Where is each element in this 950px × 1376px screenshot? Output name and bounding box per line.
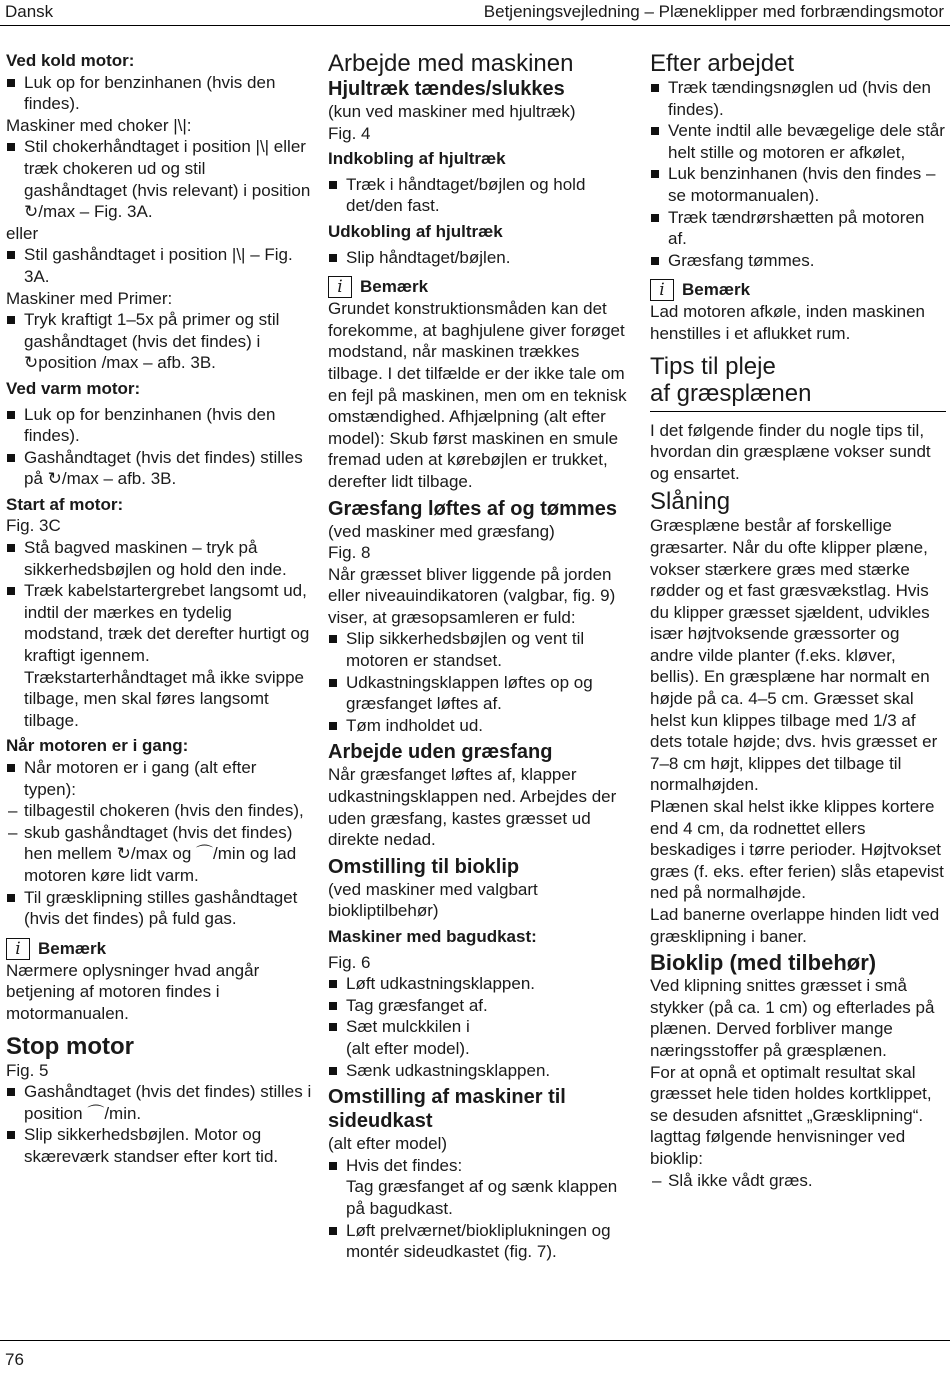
list-item: Stil gashåndtaget i position |\| – Fig. 3A.: [6, 244, 312, 287]
list-item: Tøm indholdet ud.: [328, 715, 628, 737]
mow-p1: Græsplæne består af forskellige græsarter. Når du ofte klipper plæne, vokser stærkere græs med stærke rødder og et fast græsvækstlag. Hvis du klipper græsset sjældent, udvikles især højtvoksende græssorter og andre vilde planter (f.eks. kløver, bellis). En græsplæne har normalt en højde på ca. 4–5 cm. Græsset skal helst kun klippes tilbage med 1/3 af dets totale højde; dvs. hvis græsset er 7–8 cm højt, klippes det tilbage til normalhøjden.: [650, 516, 938, 795]
list-item: Stå bagved maskinen – tryk på sikkerhedsbøjlen og hold den inde.: [6, 537, 312, 580]
note-label: Bemærk: [360, 277, 429, 297]
list-item: Tryk kraftigt 1–5x på primer og stil gashåndtaget (hvis det findes) i ↻position /max – afb. 3B.: [6, 309, 312, 374]
bio-dash-list: [650, 1170, 946, 1192]
cold-engine-heading: Ved kold motor:: [6, 51, 135, 70]
catcher-list: [328, 628, 628, 736]
start-heading: Start af motor:: [6, 494, 124, 514]
primer-list: [6, 309, 312, 374]
note-box: [6, 938, 312, 960]
footer-rule: [0, 1340, 950, 1341]
or-text: eller: [6, 223, 39, 243]
note-text: Grundet konstruktionsmåden kan det forekomme, at baghjulene giver forøget modstand, når maskinen trækkes tilbage. I det tilfælde er der ikke tale om en fejl på maskinen, men om en teknisk omstændighed. Afhjælpning (alt efter model): Skub først maskinen en smule fremad uden at kørebøjlen er trukket, derefter lidt tilbage.: [328, 299, 627, 491]
after-list: [650, 77, 946, 271]
mow-heading: Slåning: [650, 488, 731, 516]
list-item: Løft udkastningsklappen.: [328, 973, 628, 995]
info-icon: i: [650, 279, 674, 301]
start-fig: Fig. 3C: [6, 516, 61, 536]
choke-list-2: [6, 244, 312, 287]
catcher-text: Når græsset bliver liggende på jorden eller niveauindikatoren (valgbar, fig. 9) viser, at græsopsamleren er fuld:: [328, 564, 616, 627]
side-b1b-text: Tag græsfanget af og sænk klappen på bagudkast.: [346, 1177, 618, 1218]
engage-list: [328, 174, 628, 217]
note-label: Bemærk: [38, 938, 107, 958]
column-2: [328, 50, 628, 1263]
warm-engine-heading: Ved varm motor:: [6, 378, 141, 398]
list-item: Udkastningsklappen løftes op og græsfanget løftes af.: [328, 672, 628, 715]
list-item: Træk tændrørshætten på motoren af.: [650, 207, 946, 250]
header-language: Dansk: [5, 2, 54, 21]
engage-heading: Indkobling af hjultræk: [328, 149, 506, 169]
dash-item: – tilbagestil chokeren (hvis den findes),: [6, 800, 312, 822]
running-heading: Når motoren er i gang:: [6, 736, 189, 756]
choke-list: [6, 136, 312, 222]
list-item: Til græsklipning stilles gashåndtaget (hvis det findes) på fuld gas.: [6, 887, 312, 930]
list-item: Luk op for benzinhanen (hvis den findes).: [6, 404, 312, 447]
rear-b3b-text: (alt efter model).: [346, 1038, 470, 1058]
drive-sub: (kun ved maskiner med hjultræk): [328, 102, 576, 121]
bio-heading: Bioklip (med tilbehør): [650, 950, 877, 976]
warm-engine-list: [6, 404, 312, 490]
tips-heading: [650, 353, 946, 412]
start-list: [6, 537, 312, 731]
rear-list: [328, 973, 628, 1081]
side-heading: Omstilling af maskiner til sideudkast: [328, 1086, 566, 1133]
list-item: [6, 757, 312, 887]
note-box: [328, 276, 628, 298]
work-heading: Arbejde med maskinen: [328, 50, 574, 77]
list-item: Luk benzinhanen (hvis den findes – se motormanualen).: [650, 163, 946, 206]
catcher-fig: Fig. 8: [328, 543, 371, 563]
mulch-heading: Omstilling til bioklip: [328, 855, 520, 878]
list-item: Græsfang tømmes.: [650, 250, 946, 272]
running-dash-list: [6, 800, 312, 886]
note-text: Nærmere oplysninger hvad angår betjening af motoren findes i motormanualen.: [6, 960, 260, 1023]
list-item: Træk i håndtaget/bøjlen og hold det/den fast.: [328, 174, 628, 217]
drive-heading: Hjultræk tændes/slukkes: [328, 78, 565, 100]
list-item: Træk tændingsnøglen ud (hvis den findes).: [650, 77, 946, 120]
stop-fig: Fig. 5: [6, 1060, 49, 1080]
nocatcher-text: Når græsfanget løftes af, klapper udkastningsklappen ned. Arbejdes der uden græsfang, kastes græsset ud direkte nedad.: [328, 765, 617, 850]
mow-p3: Lad banerne overlappe hinden lidt ved græsklipning i baner.: [650, 905, 940, 946]
note-label: Bemærk: [682, 280, 751, 300]
list-item: Løft prelværnet/biokliplukningen og montér sideudkastet (fig. 7).: [328, 1220, 628, 1263]
nocatcher-heading: Arbejde uden græsfang: [328, 741, 553, 764]
choke-intro: Maskiner med choker |\|:: [6, 115, 192, 135]
info-icon: i: [6, 938, 30, 960]
tips-heading-line-1: Tips til pleje: [650, 352, 776, 380]
catcher-sub: (ved maskiner med græsfang): [328, 521, 555, 541]
list-item: Stil chokerhåndtaget i position |\| eller træk chokeren ud og stil gashåndtaget (hvis relevant) i position ↻/max – Fig. 3A.: [6, 136, 312, 222]
page-header: [0, 0, 950, 26]
list-item: Slip sikkerhedsbøjlen og vent til motoren er standset.: [328, 628, 628, 671]
list-item: Vente indtil alle bevægelige dele står helt stille og motoren er afkølet,: [650, 120, 946, 163]
header-doc-title: Betjeningsvejledning – Plæneklipper med forbrændingsmotor: [483, 2, 944, 21]
rear-fig: Fig. 6: [328, 952, 371, 972]
dash-item: – Slå ikke vådt græs.: [650, 1170, 946, 1192]
tips-heading-line-2: af græsplænen: [650, 379, 812, 407]
dash-item: – skub gashåndtaget (hvis det findes) hen mellem ↻/max og ⌒/min og lad motoren køre lidt varm.: [6, 822, 312, 887]
drive-fig: Fig. 4: [328, 123, 371, 143]
disengage-heading: Udkobling af hjultræk: [328, 221, 503, 241]
info-icon: i: [328, 276, 352, 298]
primer-intro: Maskiner med Primer:: [6, 288, 173, 308]
column-1: [6, 50, 312, 1168]
column-3: [650, 50, 946, 1191]
side-list: [328, 1155, 628, 1263]
list-item: Træk kabelstartergrebet langsomt ud, indtil der mærkes en tydelig modstand, træk det derefter hurtigt og kraftigt igennem. Trækstarterhåndtaget må ikke svippe tilbage, men skal føres langsomt tilbage.: [6, 580, 312, 731]
side-b1-text: Hvis det findes:: [346, 1155, 463, 1175]
list-item: Slip håndtaget/bøjlen.: [328, 247, 628, 269]
stop-heading: Stop motor: [6, 1032, 134, 1060]
rear-heading: Maskiner med bagudkast:: [328, 927, 537, 946]
rear-b3-text: Sæt mulckkilen i: [346, 1017, 470, 1037]
bio-p2: For at opnå et optimalt resultat skal græsset hele tiden holdes kortklippet, se desuden afsnittet „Græsklipning“. lagttag følgende henvisninger ved bioklip:: [650, 1062, 932, 1168]
list-item: [328, 1155, 628, 1220]
disengage-list: [328, 247, 628, 269]
tips-intro: I det følgende finder du nogle tips til, hvordan din græsplæne vokser sundt og ensartet.: [650, 420, 931, 483]
list-item: Tag græsfanget af.: [328, 995, 628, 1017]
running-list: [6, 757, 312, 930]
cold-engine-list: [6, 72, 312, 115]
side-sub: (alt efter model): [328, 1134, 448, 1154]
mulch-sub: (ved maskiner med valgbart biokliptilbehør): [328, 879, 538, 921]
list-item: Slip sikkerhedsbøjlen. Motor og skæreværk standser efter kort tid.: [6, 1124, 312, 1167]
list-item: Gashåndtaget (hvis det findes) stilles i position ⌒/min.: [6, 1081, 312, 1124]
page-number: 76: [5, 1350, 24, 1369]
bio-p1: Ved klipning snittes græsset i små stykker (på ca. 1 cm) og efterlades på plænen. Derved forbliver mange næringsstoffer på græsplænen.: [650, 976, 935, 1060]
running-b1-text: Når motoren er i gang (alt efter typen):: [24, 758, 257, 799]
mow-p2: Plænen skal helst ikke klippes kortere end 4 cm, da rodnettet ellers beskadiges i tørre perioder. Højtvokset græs (f. eks. efter ferien) slås etapevist ned på normalhøjde.: [650, 797, 944, 903]
note-box: [650, 279, 946, 301]
stop-list: [6, 1081, 312, 1167]
list-item: Luk op for benzinhanen (hvis den findes).: [6, 72, 312, 115]
catcher-heading: Græsfang løftes af og tømmes: [328, 497, 617, 520]
list-item: Gashåndtaget (hvis det findes) stilles på ↻/max – afb. 3B.: [6, 447, 312, 490]
list-item: [328, 1016, 628, 1059]
after-heading: Efter arbejdet: [650, 50, 795, 77]
list-item: Sænk udkastningsklappen.: [328, 1060, 628, 1082]
note-text: Lad motoren afkøle, inden maskinen henstilles i et aflukket rum.: [650, 302, 925, 343]
